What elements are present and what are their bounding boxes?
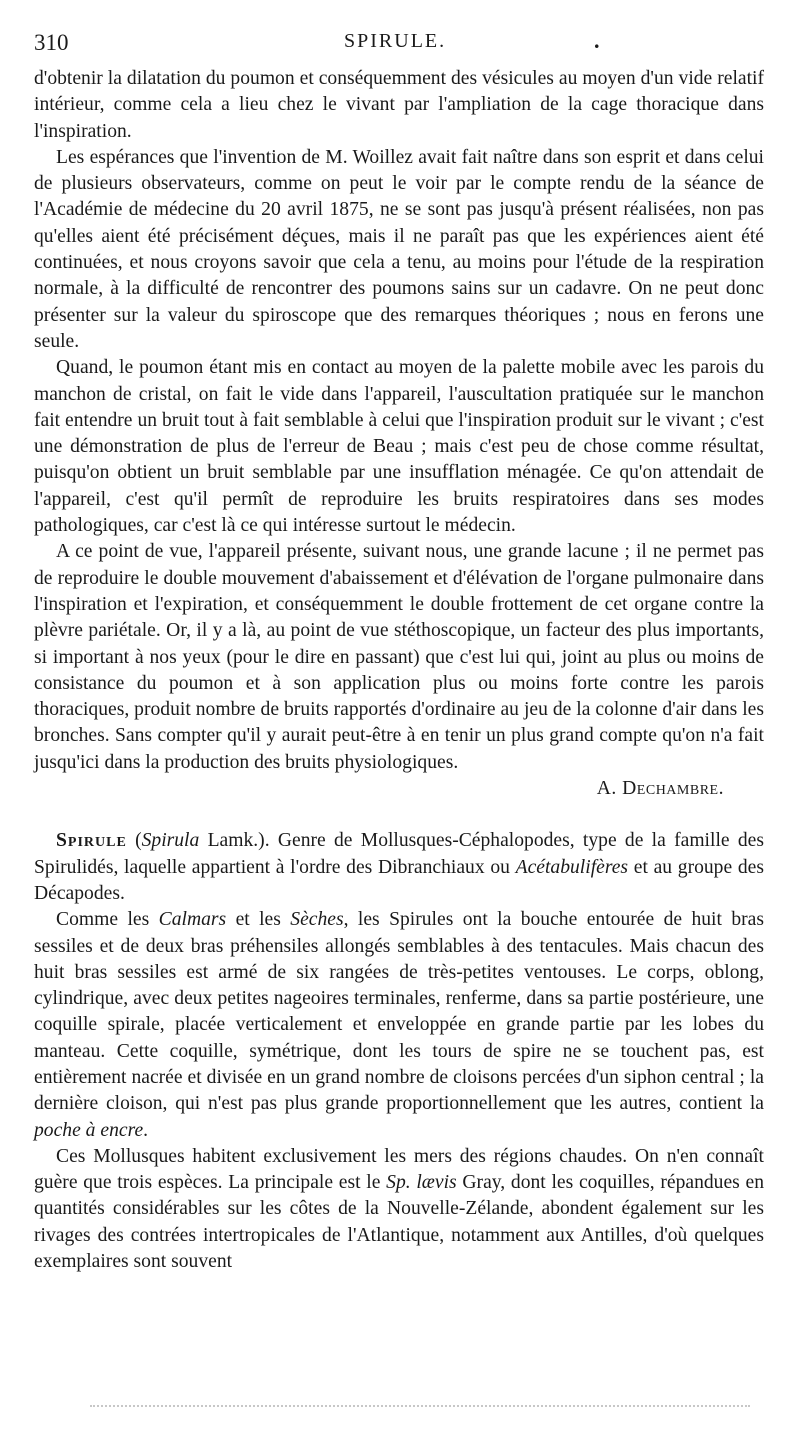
- habitat-text-b: Gray, dont les coquilles, répandues en quantités considérables sur les côtes de la Nouvelle-Zélande, abondent également sur les rivages des contrées intertropicales de l'Atlantique, notamment aux Antilles, d'où quelques exemplaires sont souvent: [34, 1172, 765, 1273]
- bottom-scan-artifact: [90, 1405, 750, 1417]
- author-signature: A. Dechambre.: [596, 778, 724, 800]
- anatomy-text-c: , les Spirules ont la bouche entourée de huit bras sessiles et de deux bras préhensiles allongés semblables à des tentacules. Mais chacun des huit bras sessiles est armé de six rangées de très-petites ventouses. Le corps, oblong, cylindrique, avec deux petites nageoires terminales, renferme, dans sa partie postérieure, une coquille spirale, placée verticalement et enveloppée en grande partie par les lobes du manteau. Cette coquille, symétrique, dont les tours de spire ne se touchent pas, est entièrement nacrée et divisée en un grand nombre de cloisons percées d'un siphon central ; la dernière cloison, qui n'est pas plus grande proportionnellement que les autres, contient la: [34, 909, 765, 1115]
- habitat-text-a: Ces Mollusques habitent exclusivement les mers des régions chaudes. On n'en connaît guère que trois espèces. La principale est le: [34, 1145, 764, 1194]
- anatomy-text-a: Comme les: [56, 909, 159, 931]
- running-head: SPIRULE.: [344, 30, 447, 52]
- entry-intro: [34, 828, 764, 907]
- page-header: [34, 28, 764, 60]
- poche-term: poche à encre: [34, 1119, 144, 1141]
- entry-intro-text-b: Lamk.). Genre de Mollusques-Céphalopodes, type de la famille des Spirulidés, laquelle appartient à l'ordre des Dibranchiaux ou: [34, 830, 764, 878]
- species-name: Sp. lævis: [386, 1172, 457, 1194]
- anatomy-text-d: .: [143, 1119, 149, 1141]
- paragraph-lacune-text: A ce point de vue, l'appareil présente, suivant nous, une grande lacune ; il ne permet pas de reproduire le double mouvement d'abaissement et d'élévation de l'organe pulmonaire dans l'inspiration et l'expiration, et conséquemment le double frottement de cet organe contre la plèvre pariétale. Or, il y a là, au point de vue stéthoscopique, un facteur des plus importants, si important à nos yeux (pour le dire en passant) que c'est lui qui, joint au plus ou moins de consistance du poumon et à son application plus ou moins forte contre les parois thoraciques, produit nombre de bruits rapportés d'ordinaire au jeu de la colonne d'air dans les bronches. Sans compter qu'il y aurait peut-être à en tenir un plus grand compte qu'on n'a fait jusqu'ici dans la production des bruits physiologiques.: [34, 541, 764, 773]
- body-text: [34, 66, 764, 1275]
- continued-paragraph: d'obtenir la dilatation du poumon et conséquemment des vésicules au moyen d'un vide relatif intérieur, comme cela a lieu chez le vivant par l'ampliation de la cage thoracique dans l'inspiration.: [34, 68, 764, 142]
- genus-name: Spirula: [141, 830, 200, 852]
- page-number: 310: [34, 30, 69, 55]
- entry-intro-text-c: et au groupe des Décapodes.: [34, 856, 764, 904]
- paragraph-habitat: [34, 1144, 764, 1275]
- paragraph-lacune: [34, 539, 764, 802]
- seches-term: Sèches: [290, 909, 344, 931]
- entry-intro-text-a: (: [126, 830, 142, 852]
- paragraph-woillez: Les espérances que l'invention de M. Woillez avait fait naître dans son esprit et dans celui de plusieurs observateurs, comme on peut le voir par le compte rendu de la séance de l'Académie de médecine du 20 avril 1875, ne se sont pas jusqu'à présent réalisées, non pas qu'elles aient été précisément déçues, mais il ne paraît pas que les expériences aient été continuées, et nous croyons savoir que cela a tenu, au moins pour l'étude de la respiration normale, à la difficulté de rencontrer des poumons sains sur un cadavre. On ne peut donc présenter sur la valeur du spiroscope que des remarques théoriques ; nous en ferons une seule.: [34, 146, 764, 352]
- calmars-term: Calmars: [158, 909, 227, 931]
- order-name: Acétabulifères: [515, 856, 629, 878]
- entry-headword: Spirule: [56, 830, 127, 852]
- paragraph-auscultation: Quand, le poumon étant mis en contact au moyen de la palette mobile avec les parois du manchon de cristal, on fait le vide dans l'appareil, l'auscultation pratiquée sur le manchon fait entendre un bruit tout à fait semblable à celui que l'inspiration produit sur le vivant ; c'est une démonstration de plus de l'erreur de Beau ; mais c'est peu de chose comme résultat, puisqu'on obtient un bruit semblable par une insufflation ménagée. Ce qu'on attendait de l'appareil, c'est qu'il permît de reproduire les bruits respiratoires dans ses modes pathologiques, car c'est là ce qui intéresse surtout le médecin.: [34, 357, 764, 537]
- signature-line: [34, 776, 764, 802]
- anatomy-text-b: et les: [226, 909, 291, 931]
- paragraph-anatomy: [34, 907, 764, 1144]
- header-mark: .: [594, 28, 600, 53]
